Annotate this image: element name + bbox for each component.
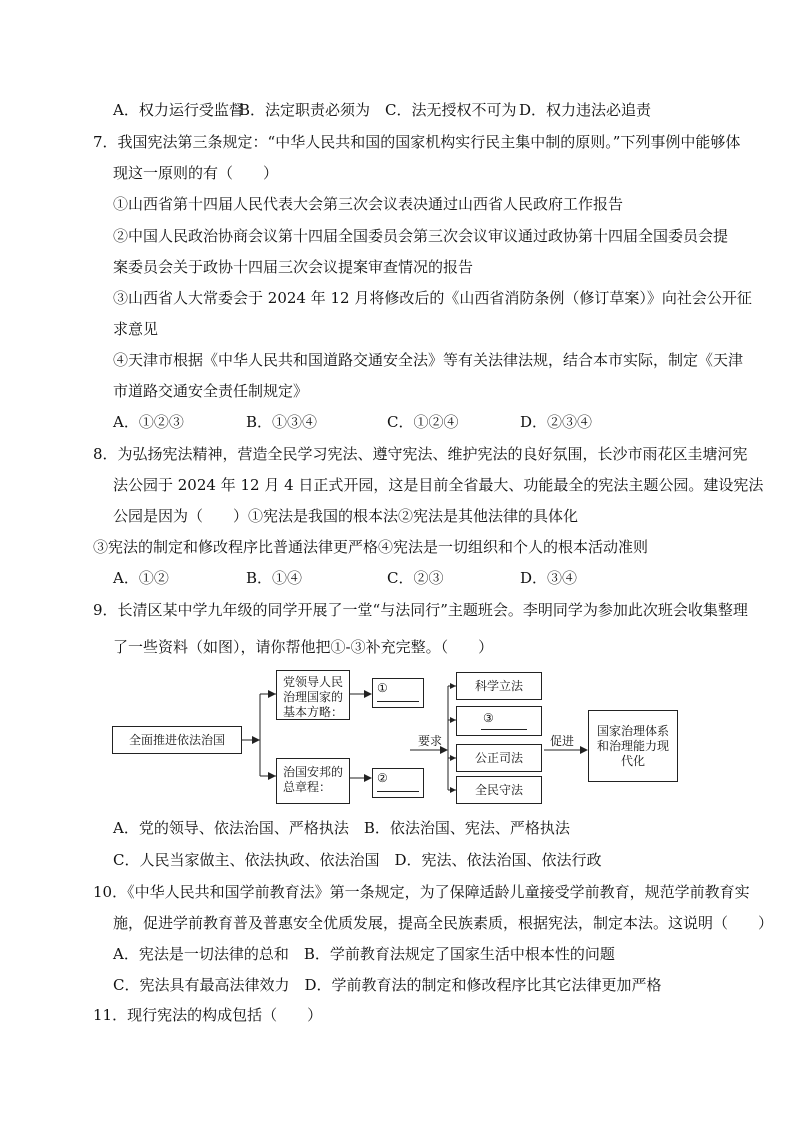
program-box: 治国安邦的总章程： <box>276 758 350 804</box>
q7-item-3-line2: 求意见 <box>113 320 159 338</box>
blank-1-line <box>377 701 419 702</box>
q8-option-c: C．②③ <box>387 569 444 587</box>
q6-option-c: C．法无授权不可为 <box>385 101 517 119</box>
q8-option-b: B．①④ <box>246 569 303 587</box>
q10-option-line2: C．宪法具有最高法律效力 D．学前教育法的制定和修改程序比其它法律更加严格 <box>113 976 662 994</box>
q6-options <box>113 100 713 120</box>
q8-options <box>113 568 713 588</box>
q7-item-2-line1: ②中国人民政治协商会议第十四届全国委员会第三次会议审议通过政协第十四届全国委员会提 <box>113 227 729 245</box>
main-box: 全面推进依法治国 <box>112 726 242 754</box>
q6-option-d: D．权力违法必追责 <box>519 101 652 119</box>
blank-1-box: ① <box>372 678 424 708</box>
blank-2-line <box>377 791 419 792</box>
q6-option-a: A．权力运行受监督 <box>113 101 244 119</box>
q8-stem-line2: 法公园于 2024 年 12 月 4 日正式开园，这是目前全省最大、功能最全的宪法主题公园。建设宪法 <box>113 476 764 494</box>
q9-stem-line2: 了一些资料（如图），请你帮他把①-③补充完整。（ ） <box>113 638 494 656</box>
goal-box: 国家治理体系和治理能力现代化 <box>588 710 678 782</box>
q7-option-b: B．①③④ <box>246 413 318 431</box>
q10-option-line1: A．宪法是一切法律的总和 B．学前教育法规定了国家生活中根本性的问题 <box>113 945 615 963</box>
q10-stem-line2: 施，促进学前教育普及普惠安全优质发展，提高全民族素质，根据宪法，制定本法。这说明（ ） <box>113 914 774 932</box>
q7-item-3-line1: ③山西省人大常委会于 2024 年 12 月将修改后的《山西省消防条例（修订草案）》向社会公开征 <box>113 289 752 307</box>
q11-stem-line1: 11．现行宪法的构成包括（ ） <box>93 1006 323 1024</box>
q10-stem-line1: 10．《中华人民共和国学前教育法》第一条规定，为了保障适龄儿童接受学前教育，规范学前教育实 <box>93 883 750 901</box>
req-box-3: 公正司法 <box>456 744 542 772</box>
req-box-2: ③ <box>456 706 542 736</box>
q7-option-c: C．①②④ <box>387 413 459 431</box>
q8-option-a: A．①② <box>113 569 169 587</box>
law-diagram <box>110 668 710 808</box>
q7-option-a: A．①②③ <box>113 413 184 431</box>
q9-option-line1: A．党的领导、依法治国、严格执法 B．依法治国、宪法、严格执法 <box>113 819 570 837</box>
blank-3-line <box>481 729 527 730</box>
q8-stem-line3: 公园是因为（ ）①宪法是我国的根本法②宪法是其他法律的具体化 <box>113 507 579 525</box>
require-label: 要求 <box>418 734 443 748</box>
q9-stem-line1: 9．长清区某中学九年级的同学开展了一堂“与法同行”主题班会。李明同学为参加此次班会收集整理 <box>93 601 748 619</box>
req-box-4: 全民守法 <box>456 776 542 804</box>
blank-2-box: ② <box>372 768 424 798</box>
q7-stem-line2: 现这一原则的有（ ） <box>113 164 279 182</box>
q7-item-2-line2: 案委员会关于政协十四届三次会议提案审查情况的报告 <box>113 258 474 276</box>
q8-stem-line4: ③宪法的制定和修改程序比普通法律更严格④宪法是一切组织和个人的根本活动准则 <box>93 538 649 556</box>
promote-label: 促进 <box>550 734 575 748</box>
q7-option-d: D．②③④ <box>520 413 593 431</box>
q7-stem-line1: 7．我国宪法第三条规定：“中华人民共和国的国家机构实行民主集中制的原则。”下列事例中能够体 <box>93 133 741 151</box>
q7-item-1: ①山西省第十四届人民代表大会第三次会议表决通过山西省人民政府工作报告 <box>113 195 624 213</box>
q7-options <box>113 412 713 432</box>
q6-option-b: B．法定职责必须为 <box>239 101 371 119</box>
q9-option-line2: C．人民当家做主、依法执政、依法治国 D．宪法、依法治国、依法行政 <box>113 851 602 869</box>
req-box-1: 科学立法 <box>456 672 542 700</box>
q7-item-4-line1: ④天津市根据《中华人民共和国道路交通安全法》等有关法律法规，结合本市实际，制定《天津 <box>113 351 744 369</box>
q8-stem-line1: 8．为弘扬宪法精神，营造全民学习宪法、遵守宪法、维护宪法的良好氛围，长沙市雨花区圭塘河宪 <box>93 445 748 463</box>
q8-option-d: D．③④ <box>520 569 578 587</box>
strategy-box: 党领导人民治理国家的基本方略： <box>276 670 350 720</box>
q7-item-4-line2: 市道路交通安全责任制规定》 <box>113 382 309 400</box>
